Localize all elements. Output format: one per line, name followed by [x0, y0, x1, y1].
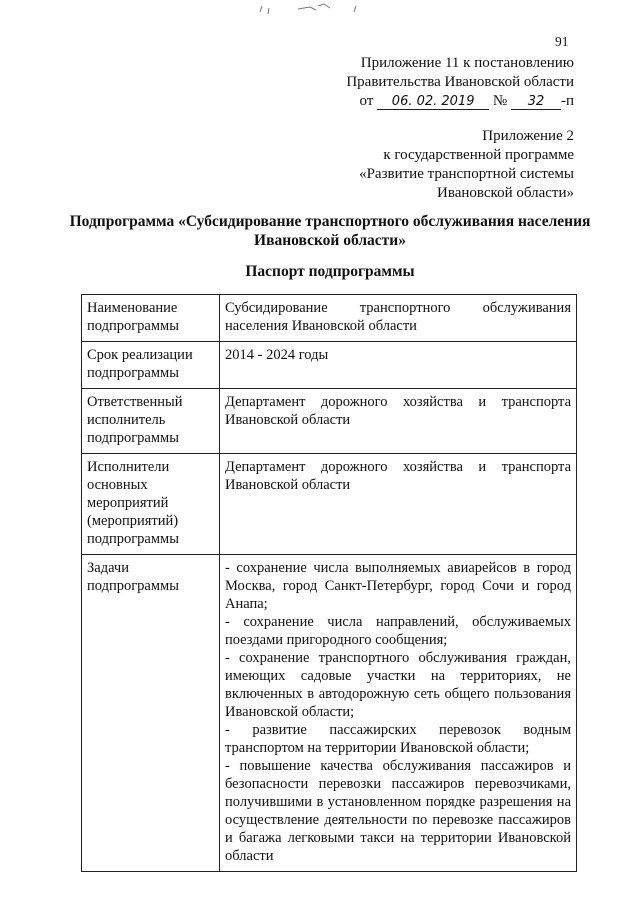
- scan-artifact: [258, 0, 378, 18]
- number-suffix: -п: [560, 93, 574, 109]
- number-label: №: [492, 93, 508, 109]
- appendix-line: к государственной программе: [383, 147, 574, 163]
- table-row: [82, 454, 577, 555]
- row-value: Департамент дорожного хозяйства и транспорта Ивановской области: [220, 389, 577, 454]
- handwritten-number: 32: [511, 94, 561, 110]
- table-row: [82, 295, 577, 342]
- appendix-line: «Развитие транспортной системы: [359, 166, 574, 182]
- task-item: - сохранение числа выполняемых авиарейсов в город Москва, город Санкт-Петербург, город Сочи и город Анапа;: [225, 560, 571, 612]
- row-value: Субсидирование транспортного обслуживания населения Ивановской области: [220, 295, 577, 342]
- handwritten-date: 06. 02. 2019: [377, 94, 489, 110]
- tasks-list: [220, 555, 577, 872]
- row-value: Департамент дорожного хозяйства и транспорта Ивановской области: [220, 454, 577, 555]
- appendix-line: Правительства Ивановской области: [346, 74, 574, 90]
- page-number: 91: [555, 34, 569, 49]
- passport-table: [81, 294, 577, 872]
- row-label: Ответственный исполнитель подпрограммы: [82, 389, 220, 454]
- row-label: Наименование подпрограммы: [82, 295, 220, 342]
- row-value: 2014 - 2024 годы: [220, 342, 577, 389]
- appendix-line: Приложение 2: [482, 128, 574, 144]
- appendix-program-block: [359, 127, 574, 203]
- row-label: Задачи подпрограммы: [82, 555, 220, 872]
- appendix-line: Приложение 11 к постановлению: [360, 55, 574, 71]
- row-label: Исполнители основных мероприятий (мероприятий) подпрограммы: [82, 454, 220, 555]
- row-label: Срок реализации подпрограммы: [82, 342, 220, 389]
- appendix-date-line: [346, 92, 574, 111]
- from-label: от: [359, 93, 374, 109]
- appendix-line: Ивановской области»: [437, 185, 574, 201]
- task-item: - повышение качества обслуживания пассажиров и безопасности перевозки пассажиров перевозчиками, получившими в установленном порядке разрешения на осуществление деятельности по перевозке пассажиров и багажа легковыми такси на территории Ивановской области: [225, 758, 571, 864]
- subprogram-title: Подпрограмма «Субсидирование транспортного обслуживания населения Ивановской области»: [69, 213, 591, 249]
- task-item: - сохранение числа направлений, обслуживаемых поездами пригородного сообщения;: [225, 614, 571, 648]
- table-row: [82, 555, 577, 872]
- table-row: [82, 342, 577, 389]
- task-item: - развитие пассажирских перевозок водным транспортом на территории Ивановской области;: [225, 722, 571, 756]
- appendix-resolution-block: [346, 54, 574, 111]
- task-item: - сохранение транспортного обслуживания граждан, имеющих садовые участки на территориях, не включенных в автодорожную сеть общего пользования Ивановской области;: [225, 650, 571, 720]
- passport-heading: Паспорт подпрограммы: [245, 263, 415, 280]
- table-row: [82, 389, 577, 454]
